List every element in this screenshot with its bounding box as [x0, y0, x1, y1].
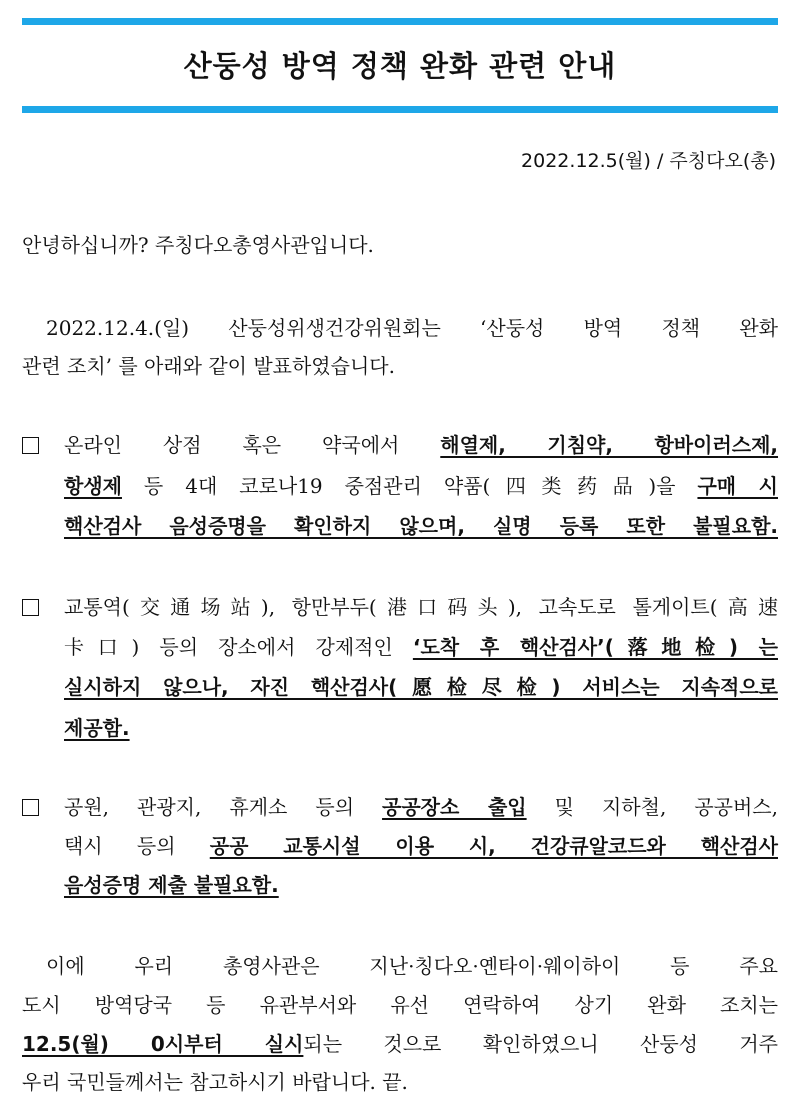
bullet-3-line-3: 음성증명 제출 불필요함. — [64, 873, 279, 897]
bullet-1-line-3: 핵산검사 음성증명을 확인하지 않으며, 실명 등록 또한 불필요함. — [64, 514, 778, 538]
bullet-2-line-2: 卡口) 등의 장소에서 강제적인 ‘도착 후 핵산검사’(落地检) 는 — [64, 635, 778, 659]
highlight-arrival-test: ‘도착 후 핵산검사’(落地检) 는 — [412, 635, 778, 659]
header-rule-top — [22, 18, 778, 25]
closing-line-3: 12.5(월) 0시부터 실시되는 것으로 확인하였으니 산둥성 거주 — [22, 1032, 778, 1056]
checkbox-icon — [22, 437, 39, 454]
bullet-2-line-4: 제공함. — [64, 716, 130, 740]
intro-line-1: 2022.12.4.(일) 산둥성위생건강위원회는 ‘산둥성 방역 정책 완화 — [46, 316, 778, 340]
checkbox-icon — [22, 799, 39, 816]
highlight-medicines: 해열제, 기침약, 항바이러스제, — [440, 433, 779, 457]
bullet-3-line-1: 공원, 관광지, 휴게소 등의 공공장소 출입 및 지하철, 공공버스, — [22, 794, 778, 820]
dateline: 2022.12.5(월) / 주칭다오(총) — [521, 150, 776, 172]
page-title: 산둥성 방역 정책 완화 관련 안내 — [183, 49, 617, 83]
checkbox-icon — [22, 599, 39, 616]
closing-line-4: 우리 국민들께서는 참고하시기 바랍니다. 끝. — [22, 1070, 408, 1094]
header-rule-bottom — [22, 106, 778, 113]
highlight-effective-date: 12.5(월) 0시부터 실시 — [22, 1032, 304, 1056]
closing-line-2: 도시 방역당국 등 유관부서와 유선 연락하여 상기 완화 조치는 — [22, 993, 778, 1017]
bullet-1-line-2: 항생제 등 4대 코로나19 중점관리 약품(四类药品)을 구매 시 — [64, 474, 778, 498]
bullet-3-line-2: 택시 등의 공공 교통시설 이용 시, 건강큐알코드와 핵산검사 — [64, 834, 778, 858]
closing-line-1: 이에 우리 총영사관은 지난·칭다오·옌타이·웨이하이 등 주요 — [46, 954, 778, 978]
greeting: 안녕하십니까? 주칭다오총영사관입니다. — [22, 233, 374, 257]
bullet-1-line-1: 온라인 상점 혹은 약국에서 해열제, 기침약, 항바이러스제, — [22, 432, 778, 458]
bullet-2-line-1: 교통역(交通场站), 항만부두(港口码头), 고속도로 톨게이트(高速 — [22, 594, 778, 620]
intro-line-2: 관련 조치’ 를 아래와 같이 발표하였습니다. — [22, 354, 395, 378]
bullet-2-line-3: 실시하지 않으나, 자진 핵산검사(愿检尽检) 서비스는 지속적으로 — [64, 675, 778, 699]
